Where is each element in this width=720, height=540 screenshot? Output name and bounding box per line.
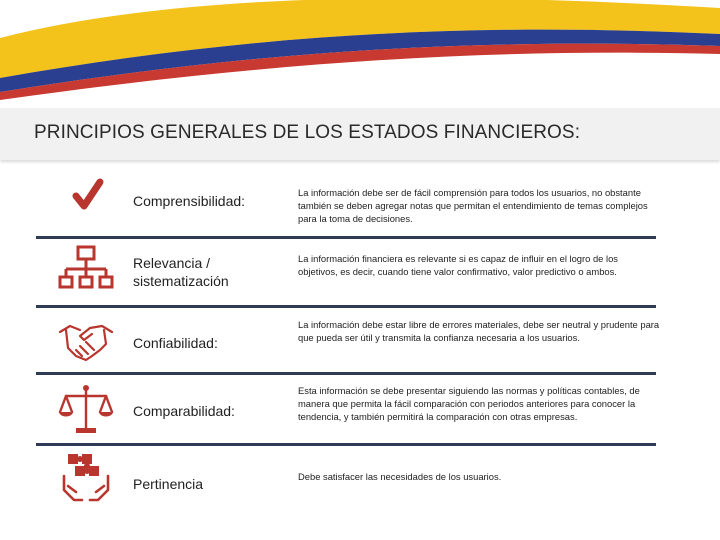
checkmark-icon — [58, 170, 114, 226]
row-separator — [36, 372, 656, 375]
row-separator — [36, 236, 656, 239]
scales-icon — [58, 382, 114, 438]
principle-term: Comparabilidad: — [133, 403, 235, 419]
principle-description: La información debe ser de fácil comprensión para todos los usuarios, no obstante también se deben agregar notas que permitan el entendimiento de temas complejos para la toma de decisiones. — [298, 187, 648, 224]
principle-description: La información financiera es relevante si es capaz de influir en el logro de los objetivos, es decir, cuando tiene valor confirmativo, valor predictivo o ambos. — [298, 253, 618, 277]
principle-term: Confiabilidad: — [133, 335, 218, 351]
principle-term: Relevancia / sistematización — [133, 255, 229, 289]
row-separator — [36, 305, 656, 308]
org-chart-icon — [58, 243, 114, 299]
page-title: PRINCIPIOS GENERALES DE LOS ESTADOS FINANCIEROS: — [34, 122, 581, 143]
handshake-icon — [58, 314, 114, 370]
principle-description: Debe satisfacer las necesidades de los usuarios. — [298, 471, 502, 482]
row-separator — [36, 443, 656, 446]
principle-term: Comprensibilidad: — [133, 193, 246, 209]
puzzle-hands-icon — [58, 450, 114, 506]
principle-description: Esta información se debe presentar siguiendo las normas y políticas contables, de manera que permita la fácil comparación con periodos anteriores para conocer la tendencia, y también permitirá la comparación con otras empresas. — [298, 385, 640, 422]
principle-term: Pertinencia — [133, 476, 204, 492]
principle-description: La información debe estar libre de errores materiales, debe ser neutral y prudente para que pueda ser útil y transmita la confianza necesaria a los usuarios. — [298, 319, 660, 343]
flag-swoosh-decoration — [0, 0, 720, 100]
